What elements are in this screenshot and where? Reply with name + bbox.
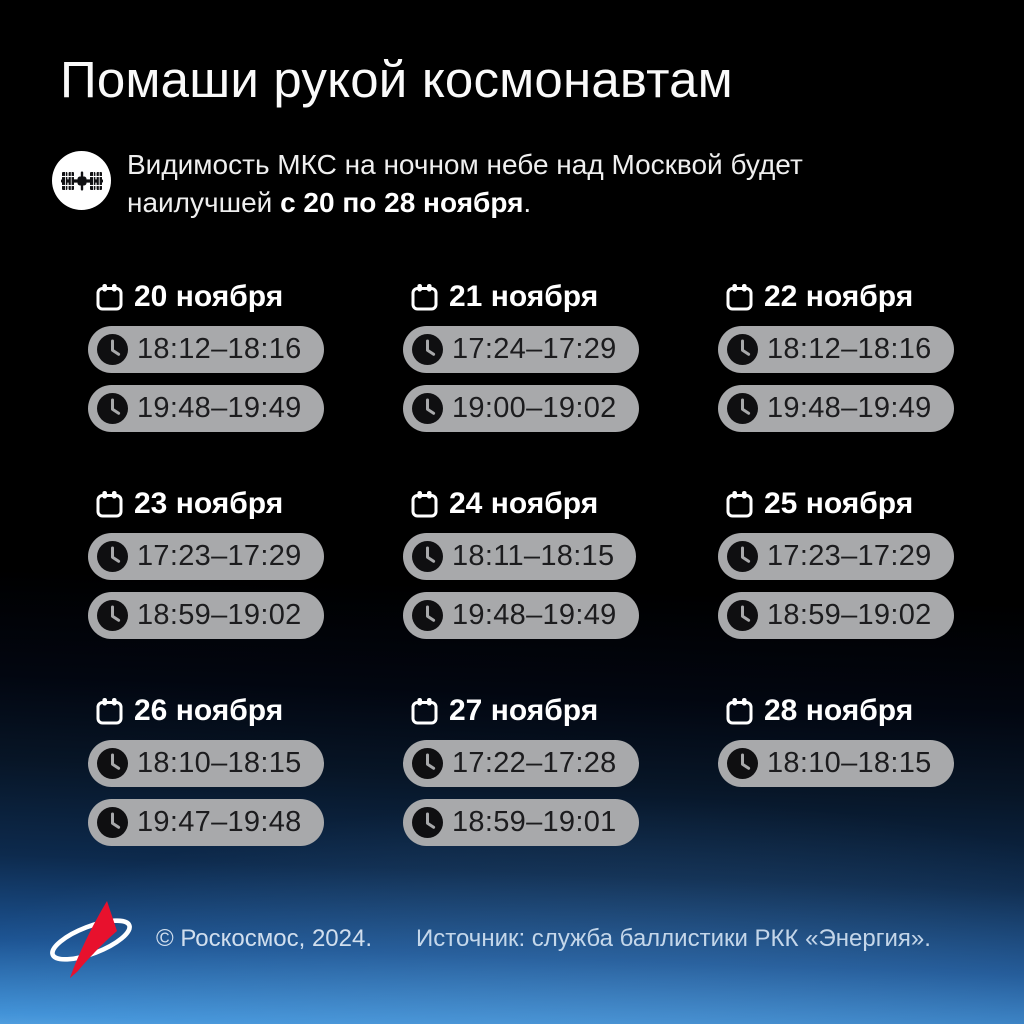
day-card-header bbox=[726, 487, 956, 521]
clock-icon bbox=[412, 807, 443, 838]
day-card bbox=[88, 487, 326, 639]
day-card-header bbox=[726, 280, 956, 314]
time-range: 18:59–19:02 bbox=[767, 599, 932, 631]
iss-icon-glyph bbox=[60, 159, 104, 203]
day-date: 23 ноября bbox=[134, 487, 284, 520]
day-card bbox=[403, 280, 641, 432]
visibility-grid bbox=[88, 280, 956, 846]
copyright-text: © Роскосмос, 2024. bbox=[156, 925, 373, 952]
time-range: 17:23–17:29 bbox=[137, 540, 302, 572]
day-card bbox=[88, 694, 326, 846]
time-range: 17:22–17:28 bbox=[452, 747, 617, 779]
time-range: 19:48–19:49 bbox=[137, 392, 302, 424]
time-slot-pill bbox=[88, 740, 324, 787]
lead-block bbox=[52, 146, 827, 222]
day-card bbox=[718, 280, 956, 432]
time-slot-pill bbox=[403, 799, 639, 846]
calendar-icon bbox=[726, 490, 753, 518]
time-slot-pill bbox=[88, 533, 324, 580]
day-card-header bbox=[96, 280, 326, 314]
time-slot-list bbox=[88, 326, 326, 432]
lead-text-before: Видимость МКС на ночном небе над Москвой будет наилучшей bbox=[127, 149, 803, 218]
clock-icon bbox=[727, 600, 758, 631]
time-range: 17:23–17:29 bbox=[767, 540, 932, 572]
roscosmos-logo-icon bbox=[46, 898, 136, 980]
calendar-icon bbox=[411, 283, 438, 311]
day-date: 26 ноября bbox=[134, 694, 284, 727]
lead-date-range: с 20 по 28 ноября bbox=[280, 187, 524, 218]
time-range: 18:11–18:15 bbox=[452, 540, 615, 572]
clock-icon bbox=[97, 334, 128, 365]
day-card-header bbox=[96, 487, 326, 521]
time-slot-pill bbox=[403, 326, 639, 373]
time-slot-list bbox=[718, 326, 956, 432]
clock-icon bbox=[727, 393, 758, 424]
time-range: 18:10–18:15 bbox=[137, 747, 302, 779]
time-slot-list bbox=[718, 533, 956, 639]
clock-icon bbox=[412, 541, 443, 572]
time-slot-pill bbox=[718, 326, 954, 373]
source-text: Источник: служба баллистики РКК «Энергия». bbox=[416, 925, 931, 952]
clock-icon bbox=[412, 600, 443, 631]
day-card-header bbox=[726, 694, 956, 728]
day-date: 24 ноября bbox=[449, 487, 599, 520]
time-slot-pill bbox=[88, 385, 324, 432]
time-range: 19:48–19:49 bbox=[452, 599, 617, 631]
time-range: 18:59–19:01 bbox=[452, 806, 617, 838]
day-card-header bbox=[411, 694, 641, 728]
day-date: 28 ноября bbox=[764, 694, 914, 727]
footer bbox=[46, 898, 986, 980]
time-slot-list bbox=[718, 740, 956, 787]
calendar-icon bbox=[411, 490, 438, 518]
clock-icon bbox=[412, 748, 443, 779]
day-card-header bbox=[96, 694, 326, 728]
time-range: 18:12–18:16 bbox=[767, 333, 932, 365]
time-slot-pill bbox=[403, 533, 636, 580]
page-title: Помаши рукой космонавтам bbox=[60, 51, 733, 108]
iss-icon bbox=[52, 151, 111, 210]
clock-icon bbox=[412, 393, 443, 424]
time-range: 18:59–19:02 bbox=[137, 599, 302, 631]
time-range: 18:12–18:16 bbox=[137, 333, 302, 365]
day-card-header bbox=[411, 487, 641, 521]
time-slot-list bbox=[403, 740, 641, 846]
clock-icon bbox=[97, 600, 128, 631]
calendar-icon bbox=[96, 490, 123, 518]
time-slot-pill bbox=[718, 533, 954, 580]
time-range: 19:00–19:02 bbox=[452, 392, 617, 424]
clock-icon bbox=[97, 541, 128, 572]
time-range: 18:10–18:15 bbox=[767, 747, 932, 779]
time-slot-pill bbox=[718, 740, 954, 787]
time-slot-list bbox=[403, 326, 641, 432]
day-date: 27 ноября bbox=[449, 694, 599, 727]
day-date: 20 ноября bbox=[134, 280, 284, 313]
calendar-icon bbox=[726, 697, 753, 725]
day-card bbox=[718, 487, 956, 639]
day-card bbox=[88, 280, 326, 432]
time-slot-pill bbox=[403, 385, 639, 432]
time-range: 19:47–19:48 bbox=[137, 806, 302, 838]
day-date: 25 ноября bbox=[764, 487, 914, 520]
day-card bbox=[403, 694, 641, 846]
calendar-icon bbox=[96, 283, 123, 311]
time-slot-pill bbox=[88, 592, 324, 639]
time-slot-pill bbox=[88, 326, 324, 373]
clock-icon bbox=[727, 748, 758, 779]
time-slot-list bbox=[88, 533, 326, 639]
lead-text bbox=[127, 146, 827, 222]
time-slot-pill bbox=[718, 385, 954, 432]
clock-icon bbox=[97, 748, 128, 779]
day-date: 21 ноября bbox=[449, 280, 599, 313]
clock-icon bbox=[727, 334, 758, 365]
day-date: 22 ноября bbox=[764, 280, 914, 313]
time-range: 17:24–17:29 bbox=[452, 333, 617, 365]
calendar-icon bbox=[726, 283, 753, 311]
clock-icon bbox=[727, 541, 758, 572]
time-range: 19:48–19:49 bbox=[767, 392, 932, 424]
time-slot-pill bbox=[403, 592, 639, 639]
clock-icon bbox=[97, 807, 128, 838]
time-slot-list bbox=[403, 533, 641, 639]
time-slot-pill bbox=[403, 740, 639, 787]
day-card bbox=[718, 694, 956, 846]
day-card-header bbox=[411, 280, 641, 314]
time-slot-pill bbox=[88, 799, 324, 846]
time-slot-pill bbox=[718, 592, 954, 639]
calendar-icon bbox=[411, 697, 438, 725]
clock-icon bbox=[412, 334, 443, 365]
calendar-icon bbox=[96, 697, 123, 725]
day-card bbox=[403, 487, 641, 639]
time-slot-list bbox=[88, 740, 326, 846]
lead-period: . bbox=[523, 187, 532, 218]
clock-icon bbox=[97, 393, 128, 424]
